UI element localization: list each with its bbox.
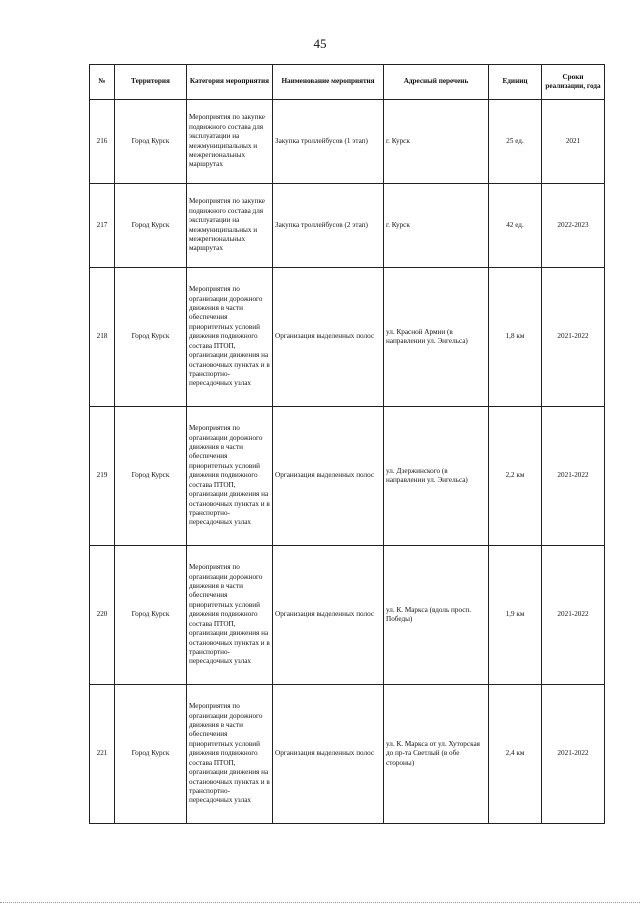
cell-units: 25 ед. (489, 100, 542, 184)
cell-category: Мероприятия по организации дорожного движения в части обеспечения приоритетных условий движения подвижного состава ПТОП, организации движения на остановочных пунктах и в транспортно-пересадочных узлах (187, 685, 273, 824)
table-row (90, 685, 605, 824)
cell-territory: Город Курск (115, 268, 187, 407)
cell-name: Организация выделенных полос (273, 268, 384, 407)
cell-terms: 2022-2023 (542, 184, 605, 268)
cell-category: Мероприятия по организации дорожного движения в части обеспечения приоритетных условий движения подвижного состава ПТОП, организации движения на остановочных пунктах и в транспортно-пересадочных узлах (187, 546, 273, 685)
cell-units: 1,8 км (489, 268, 542, 407)
cell-name: Закупка троллейбусов (1 этап) (273, 100, 384, 184)
cell-name: Организация выделенных полос (273, 685, 384, 824)
cell-units: 2,4 км (489, 685, 542, 824)
cell-address: г. Курск (384, 100, 489, 184)
cell-category: Мероприятия по закупке подвижного состава для эксплуатации на межмуниципальных и межрегиональных маршрутах (187, 184, 273, 268)
cell-territory: Город Курск (115, 184, 187, 268)
cell-territory: Город Курск (115, 546, 187, 685)
header-address: Адресный перечень (384, 65, 489, 100)
cell-address: ул. Красной Армии (в направлении ул. Энгельса) (384, 268, 489, 407)
cell-address: ул. К. Маркса (вдоль просп. Победы) (384, 546, 489, 685)
table-header-row (90, 65, 605, 100)
cell-num: 220 (90, 546, 115, 685)
cell-name: Закупка троллейбусов (2 этап) (273, 184, 384, 268)
cell-category: Мероприятия по закупке подвижного состава для эксплуатации на межмуниципальных и межрегиональных маршрутах (187, 100, 273, 184)
cell-num: 219 (90, 407, 115, 546)
cell-name: Организация выделенных полос (273, 407, 384, 546)
cell-address: ул. К. Маркса от ул. Хуторская до пр-та Светлый (в обе стороны) (384, 685, 489, 824)
cell-category: Мероприятия по организации дорожного движения в части обеспечения приоритетных условий движения подвижного состава ПТОП, организации движения на остановочных пунктах и в транспортно-пересадочных узлах (187, 407, 273, 546)
scan-artifact-line (0, 898, 640, 903)
cell-address: ул. Дзержинского (в направлении ул. Энгельса) (384, 407, 489, 546)
header-category: Категория мероприятия (187, 65, 273, 100)
header-name: Наименование мероприятия (273, 65, 384, 100)
cell-num: 216 (90, 100, 115, 184)
cell-address: г. Курск (384, 184, 489, 268)
cell-terms: 2021-2022 (542, 407, 605, 546)
table-row (90, 100, 605, 184)
page-number: 45 (313, 36, 327, 51)
cell-territory: Город Курск (115, 685, 187, 824)
cell-territory: Город Курск (115, 407, 187, 546)
cell-territory: Город Курск (115, 100, 187, 184)
cell-terms: 2021-2022 (542, 268, 605, 407)
cell-terms: 2021-2022 (542, 546, 605, 685)
cell-terms: 2021-2022 (542, 685, 605, 824)
cell-name: Организация выделенных полос (273, 546, 384, 685)
table-row (90, 268, 605, 407)
cell-units: 1,9 км (489, 546, 542, 685)
cell-terms: 2021 (542, 100, 605, 184)
cell-num: 217 (90, 184, 115, 268)
cell-units: 2,2 км (489, 407, 542, 546)
table-row (90, 184, 605, 268)
cell-num: 221 (90, 685, 115, 824)
header-num: № (90, 65, 115, 100)
table-row (90, 407, 605, 546)
header-terms: Сроки реализации, года (542, 65, 605, 100)
measures-table (89, 64, 605, 824)
table-row (90, 546, 605, 685)
cell-num: 218 (90, 268, 115, 407)
header-territory: Территория (115, 65, 187, 100)
cell-units: 42 ед. (489, 184, 542, 268)
header-units: Единиц (489, 65, 542, 100)
cell-category: Мероприятия по организации дорожного движения в части обеспечения приоритетных условий движения подвижного состава ПТОП, организации движения на остановочных пунктах и в транспортно-пересадочных узлах (187, 268, 273, 407)
